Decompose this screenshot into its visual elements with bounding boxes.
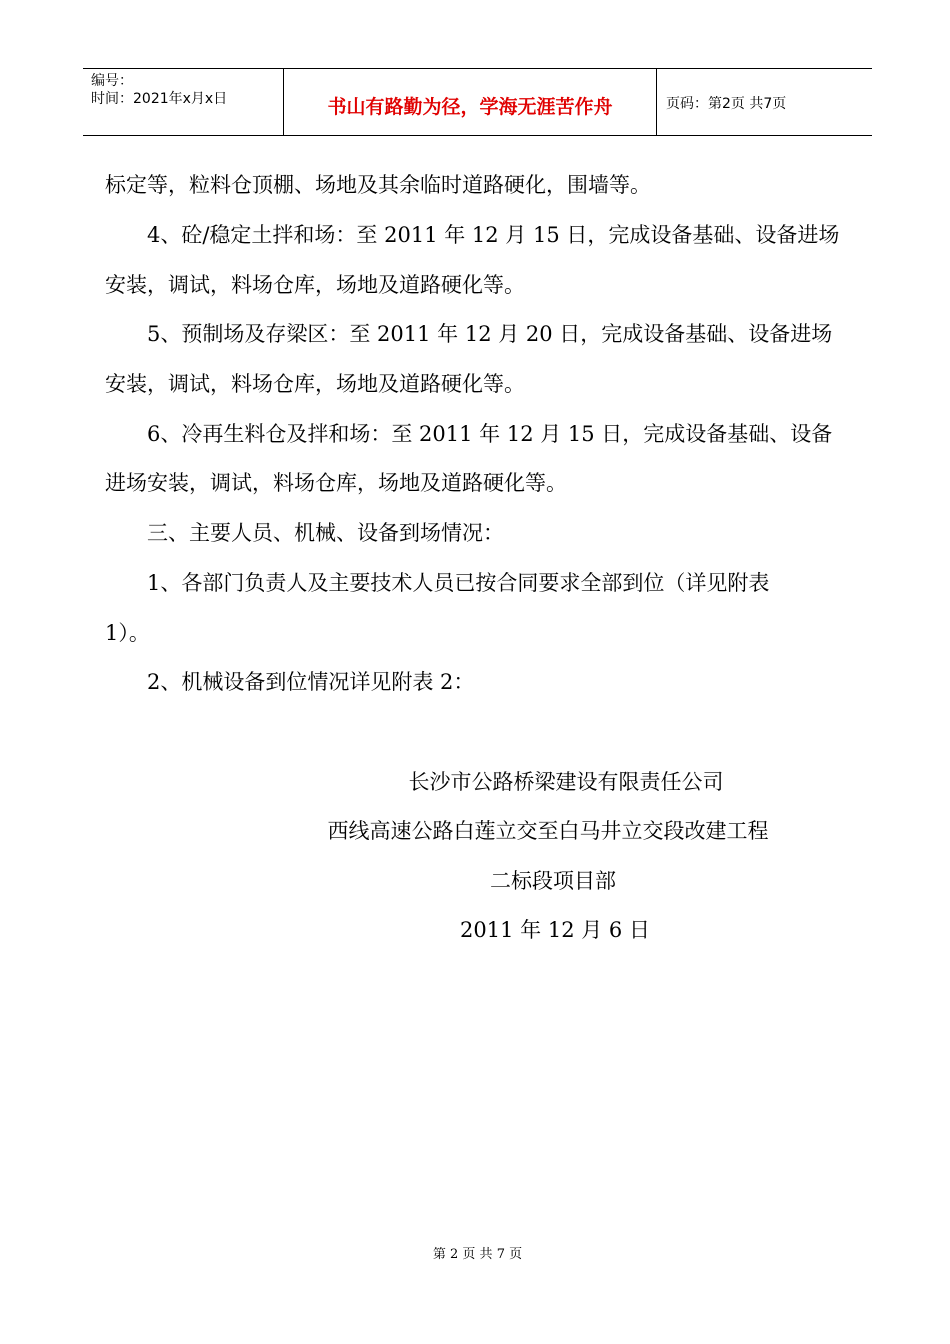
signature-department: 二标段项目部 xyxy=(490,869,616,893)
body-line-4: 5、预制场及存梁区：至 2011 年 12 月 20 日，完成设备基础、设备进场 xyxy=(147,322,833,346)
header-page-info: 页码：第2页 共7页 xyxy=(666,96,787,112)
document-time-label: 时间：2021年x月x日 xyxy=(91,91,228,107)
body-line-6: 6、冷再生料仓及拌和场：至 2011 年 12 月 15 日，完成设备基础、设备 xyxy=(147,422,833,446)
body-line-1: 标定等，粒料仓顶棚、场地及其余临时道路硬化，围墙等。 xyxy=(105,173,651,197)
body-line-7: 进场安装，调试，料场仓库，场地及道路硬化等。 xyxy=(105,471,567,495)
body-line-10: 1）。 xyxy=(105,621,150,645)
document-number-label: 编号： xyxy=(91,73,133,89)
body-line-3: 安装，调试，料场仓库，场地及道路硬化等。 xyxy=(105,273,525,297)
page-footer: 第 2 页 共 7 页 xyxy=(432,1247,523,1262)
signature-company: 长沙市公路桥梁建设有限责任公司 xyxy=(408,770,724,794)
body-line-9: 1、各部门负责人及主要技术人员已按合同要求全部到位（详见附表 xyxy=(147,571,770,595)
signature-date: 2011 年 12 月 6 日 xyxy=(460,918,650,942)
page-header xyxy=(83,68,872,136)
signature-project: 西线高速公路白莲立交至白马井立交段改建工程 xyxy=(327,819,769,843)
body-line-5: 安装，调试，料场仓库，场地及道路硬化等。 xyxy=(105,372,525,396)
body-line-2: 4、砼/稳定土拌和场：至 2011 年 12 月 15 日，完成设备基础、设备进场 xyxy=(147,223,840,247)
section-heading: 三、主要人员、机械、设备到场情况： xyxy=(147,521,504,545)
header-meta xyxy=(83,69,284,135)
header-motto: 书山有路勤为径，学海无涯苦作舟 xyxy=(284,69,657,135)
body-line-11: 2、机械设备到位情况详见附表 2： xyxy=(147,670,475,694)
